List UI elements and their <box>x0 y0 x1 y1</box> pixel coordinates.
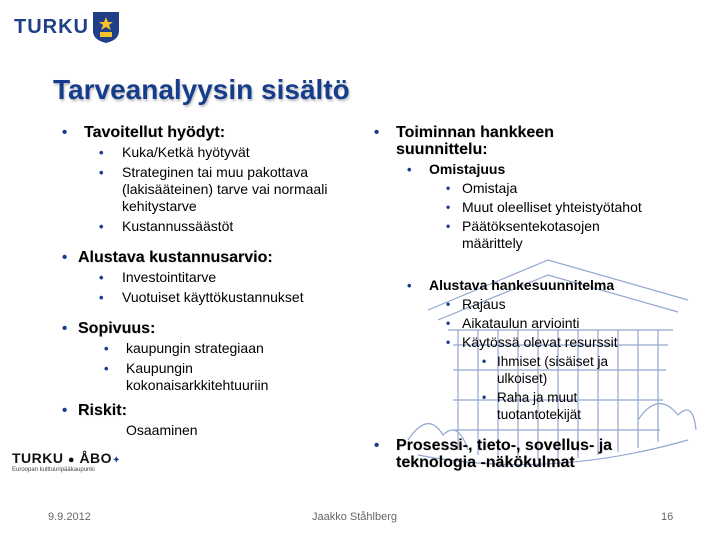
bullet-icon: • <box>99 165 104 180</box>
heading-nakokulmat: Prosessi-, tieto-, sovellus- ja teknologia -näkökulmat <box>396 437 613 471</box>
bullet-icon: • <box>446 316 451 330</box>
bullet-icon: • <box>104 361 109 376</box>
turku-abo-logo-text: TURKU ● ÅBO✦ <box>12 450 121 466</box>
list-item-text: Omistaja <box>462 180 518 196</box>
list-item <box>374 315 674 332</box>
footer-date: 9.9.2012 <box>48 511 91 523</box>
list-item-text: Alustava hankesuunnitelma <box>429 277 615 293</box>
bullet-icon: • <box>446 219 451 233</box>
bullet-icon: • <box>62 124 68 141</box>
turku-crest-icon <box>92 11 120 44</box>
list-item <box>374 180 674 197</box>
bullet-icon: • <box>482 354 487 368</box>
bullet-icon: • <box>374 437 380 454</box>
slide-title: Tarveanalyysin sisältö <box>53 74 350 105</box>
list-item-text: Kuka/Ketkä hyötyvät <box>122 144 250 160</box>
bullet-icon: • <box>446 200 451 214</box>
list-item <box>374 389 607 423</box>
list-item <box>62 164 362 215</box>
list-item-text: Osaaminen <box>126 422 198 438</box>
bullet-icon: • <box>99 145 104 160</box>
bullet-riskit <box>62 402 362 419</box>
list-item-text: Raha ja muut tuotantotekijät <box>497 390 582 422</box>
bullet-nakokulmat <box>374 437 674 471</box>
left-column <box>62 124 362 439</box>
bullet-toiminnan-hankkeen-suunnittelu <box>374 124 674 158</box>
sub-heading-omistajuus <box>374 161 674 178</box>
list-item-text: Kaupungin kokonaisarkkitehtuuriin <box>126 360 269 393</box>
turku-abo-logo <box>12 450 121 473</box>
list-item <box>62 422 362 439</box>
page-number: 16 <box>661 511 674 523</box>
turku-logo-text: TURKU <box>14 16 89 38</box>
list-item <box>374 199 674 216</box>
list-item <box>62 289 362 306</box>
list-item <box>374 296 674 313</box>
bullet-alustava-kustannusarvio <box>62 249 362 266</box>
list-item <box>62 218 362 235</box>
list-item-text: Aikataulun arviointi <box>462 315 580 331</box>
list-item <box>62 360 306 394</box>
sub-heading-hankesuunnitelma <box>374 277 674 294</box>
heading-sopivuus: Sopivuus: <box>78 320 156 337</box>
list-item-text: Rajaus <box>462 296 506 312</box>
list-item-text: kaupungin strategiaan <box>126 340 264 356</box>
bullet-sopivuus <box>62 320 362 337</box>
heading-suunnittelu: Toiminnan hankkeen suunnittelu: <box>396 124 554 158</box>
heading-kustannusarvio: Alustava kustannusarvio: <box>78 249 273 266</box>
bullet-icon: • <box>482 390 487 404</box>
list-item <box>62 269 362 286</box>
list-item-text: Päätöksentekotasojen määrittely <box>462 218 600 251</box>
list-item <box>62 340 362 357</box>
list-item-text: Käytössä olevat resurssit <box>462 334 618 350</box>
list-item-text: Vuotuiset käyttökustannukset <box>122 289 304 305</box>
bullet-icon: • <box>62 402 68 419</box>
turku-abo-logo-subtitle: Euroopan kulttuuripääkaupunki <box>12 467 95 473</box>
bullet-icon: • <box>99 219 104 234</box>
list-item <box>62 144 362 161</box>
list-item-text: Muut oleelliset yhteistyötahot <box>462 199 642 215</box>
bullet-icon: • <box>374 124 380 141</box>
bullet-tavoitellut-hyodyt <box>62 124 362 141</box>
bullet-icon: • <box>99 290 104 305</box>
list-item-text: Ihmiset (sisäiset ja ulkoiset) <box>497 354 609 386</box>
bullet-icon: • <box>62 320 68 337</box>
bullet-icon: • <box>446 335 451 349</box>
footer-author: Jaakko Ståhlberg <box>312 511 397 523</box>
bullet-icon: • <box>99 270 104 285</box>
bullet-icon: • <box>407 162 412 177</box>
list-item <box>374 334 674 351</box>
list-item <box>374 218 642 252</box>
bullet-icon: • <box>446 181 451 195</box>
heading-riskit: Riskit: <box>78 402 127 419</box>
list-item-text: Investointitarve <box>122 269 217 285</box>
bullet-icon: • <box>407 278 412 293</box>
right-column <box>374 124 674 471</box>
heading-tavoitellut-hyodyt: Tavoitellut hyödyt: <box>84 124 226 141</box>
bullet-icon: • <box>446 297 451 311</box>
bullet-icon: • <box>62 249 68 266</box>
list-item-text: Strateginen tai muu pakottava (lakisääteinen) tarve vai normaali kehitystarve <box>122 164 328 214</box>
bullet-icon: • <box>104 341 109 356</box>
list-item-text: Omistajuus <box>429 161 506 177</box>
list-item-text: Kustannussäästöt <box>122 218 234 234</box>
list-item <box>374 353 627 387</box>
